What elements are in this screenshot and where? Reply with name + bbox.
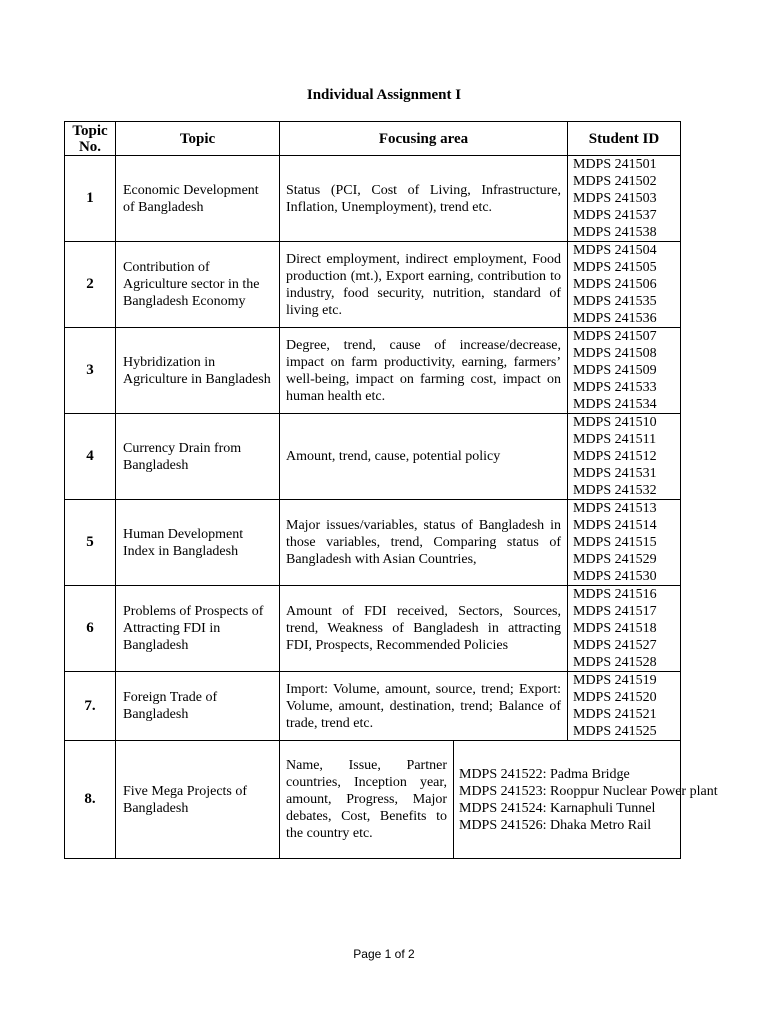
student-id-list bbox=[568, 242, 681, 328]
topic-title: Economic Development of Bangladesh bbox=[116, 156, 280, 242]
topic-number: 6 bbox=[65, 586, 116, 672]
student-id: MDPS 241524: Karnaphuli Tunnel bbox=[459, 800, 656, 816]
focusing-area: Degree, trend, cause of increase/decrease, impact on farm productivity, earning, farmers’ well-being, impact on farming cost, impact on human health etc. bbox=[280, 328, 568, 414]
header-topic-no-line1: Topic bbox=[72, 122, 108, 139]
student-id: MDPS 241528 bbox=[573, 655, 657, 670]
topic-title: Foreign Trade of Bangladesh bbox=[116, 672, 280, 741]
topic-title: Currency Drain from Bangladesh bbox=[116, 414, 280, 500]
student-id: MDPS 241520 bbox=[573, 690, 657, 705]
student-id: MDPS 241525 bbox=[573, 724, 657, 739]
topic-number: 8. bbox=[65, 741, 116, 859]
student-id-list bbox=[568, 586, 681, 672]
table-row bbox=[65, 741, 681, 859]
student-id: MDPS 241505 bbox=[573, 260, 657, 275]
topic-number: 1 bbox=[65, 156, 116, 242]
student-id: MDPS 241507 bbox=[573, 329, 657, 344]
student-id: MDPS 241531 bbox=[573, 466, 657, 481]
topic-title: Hybridization in Agriculture in Bangladesh bbox=[116, 328, 280, 414]
assignment-table bbox=[64, 121, 718, 859]
student-id-list bbox=[568, 672, 681, 741]
focusing-area: Amount, trend, cause, potential policy bbox=[280, 414, 568, 500]
focusing-area: Amount of FDI received, Sectors, Sources, trend, Weakness of Bangladesh in attracting FDI, Prospects, Recommended Policies bbox=[280, 586, 568, 672]
student-id: MDPS 241514 bbox=[573, 518, 657, 533]
header-student-id: Student ID bbox=[568, 122, 681, 156]
student-id: MDPS 241536 bbox=[573, 311, 657, 326]
table-row bbox=[65, 156, 681, 242]
student-id: MDPS 241518 bbox=[573, 621, 657, 636]
student-id: MDPS 241502 bbox=[573, 174, 657, 189]
table-row bbox=[65, 500, 681, 586]
student-id-list bbox=[568, 328, 681, 414]
table-row bbox=[65, 672, 681, 741]
topic-title: Problems of Prospects of Attracting FDI in Bangladesh bbox=[116, 586, 280, 672]
focusing-area: Import: Volume, amount, source, trend; Export: Volume, amount, destination, trend; Balance of trade, trend etc. bbox=[280, 672, 568, 741]
student-id: MDPS 241535 bbox=[573, 294, 657, 309]
student-id: MDPS 241530 bbox=[573, 569, 657, 584]
student-id: MDPS 241510 bbox=[573, 415, 657, 430]
student-id: MDPS 241529 bbox=[573, 552, 657, 567]
topic-number: 2 bbox=[65, 242, 116, 328]
student-id: MDPS 241516 bbox=[573, 587, 657, 602]
header-focusing-area: Focusing area bbox=[280, 122, 568, 156]
student-id: MDPS 241526: Dhaka Metro Rail bbox=[459, 817, 652, 833]
student-id: MDPS 241506 bbox=[573, 277, 657, 292]
header-row bbox=[65, 122, 681, 156]
topic-title: Contribution of Agriculture sector in the Bangladesh Economy bbox=[116, 242, 280, 328]
header-topic-no bbox=[65, 122, 116, 156]
table-row bbox=[65, 414, 681, 500]
student-id: MDPS 241523: Rooppur Nuclear Power plant bbox=[459, 783, 718, 799]
student-id: MDPS 241509 bbox=[573, 363, 657, 378]
student-id: MDPS 241513 bbox=[573, 501, 657, 516]
student-id: MDPS 241538 bbox=[573, 225, 657, 240]
student-id: MDPS 241532 bbox=[573, 483, 657, 498]
student-id: MDPS 241521 bbox=[573, 707, 657, 722]
student-id-list bbox=[568, 156, 681, 242]
topic-number: 5 bbox=[65, 500, 116, 586]
table-row bbox=[65, 242, 681, 328]
student-id: MDPS 241501 bbox=[573, 157, 657, 172]
student-id: MDPS 241533 bbox=[573, 380, 657, 395]
student-id: MDPS 241519 bbox=[573, 673, 657, 688]
student-id: MDPS 241512 bbox=[573, 449, 657, 464]
student-id-list bbox=[454, 741, 718, 859]
student-id: MDPS 241517 bbox=[573, 604, 657, 619]
focusing-area: Direct employment, indirect employment, Food production (mt.), Export earning, contribution to industry, food security, nutrition, standard of living etc. bbox=[280, 242, 568, 328]
topic-title: Human Development Index in Bangladesh bbox=[116, 500, 280, 586]
table-row bbox=[65, 328, 681, 414]
student-id: MDPS 241534 bbox=[573, 397, 657, 412]
topic-number: 7. bbox=[65, 672, 116, 741]
student-id: MDPS 241504 bbox=[573, 243, 657, 258]
student-id: MDPS 241522: Padma Bridge bbox=[459, 766, 630, 782]
topic-number: 3 bbox=[65, 328, 116, 414]
page-number: Page 1 of 2 bbox=[353, 947, 415, 961]
focusing-area: Major issues/variables, status of Bangladesh in those variables, trend, Comparing status of Bangladesh with Asian Countries, bbox=[280, 500, 568, 586]
table-row bbox=[65, 586, 681, 672]
student-id: MDPS 241503 bbox=[573, 191, 657, 206]
focusing-area: Status (PCI, Cost of Living, Infrastructure, Inflation, Unemployment), trend etc. bbox=[280, 156, 568, 242]
student-id-list bbox=[568, 414, 681, 500]
student-id: MDPS 241511 bbox=[573, 432, 657, 447]
document-title: Individual Assignment I bbox=[306, 87, 462, 103]
topic-title: Five Mega Projects of Bangladesh bbox=[116, 741, 280, 859]
focusing-area: Name, Issue, Partner countries, Inception year, amount, Progress, Major debates, Cost, Benefits to the country etc. bbox=[280, 741, 454, 859]
student-id: MDPS 241515 bbox=[573, 535, 657, 550]
header-topic-no-line2: No. bbox=[78, 138, 102, 155]
student-id: MDPS 241537 bbox=[573, 208, 657, 223]
student-id: MDPS 241527 bbox=[573, 638, 657, 653]
topic-number: 4 bbox=[65, 414, 116, 500]
student-id: MDPS 241508 bbox=[573, 346, 657, 361]
header-topic: Topic bbox=[116, 122, 280, 156]
student-id-list bbox=[568, 500, 681, 586]
